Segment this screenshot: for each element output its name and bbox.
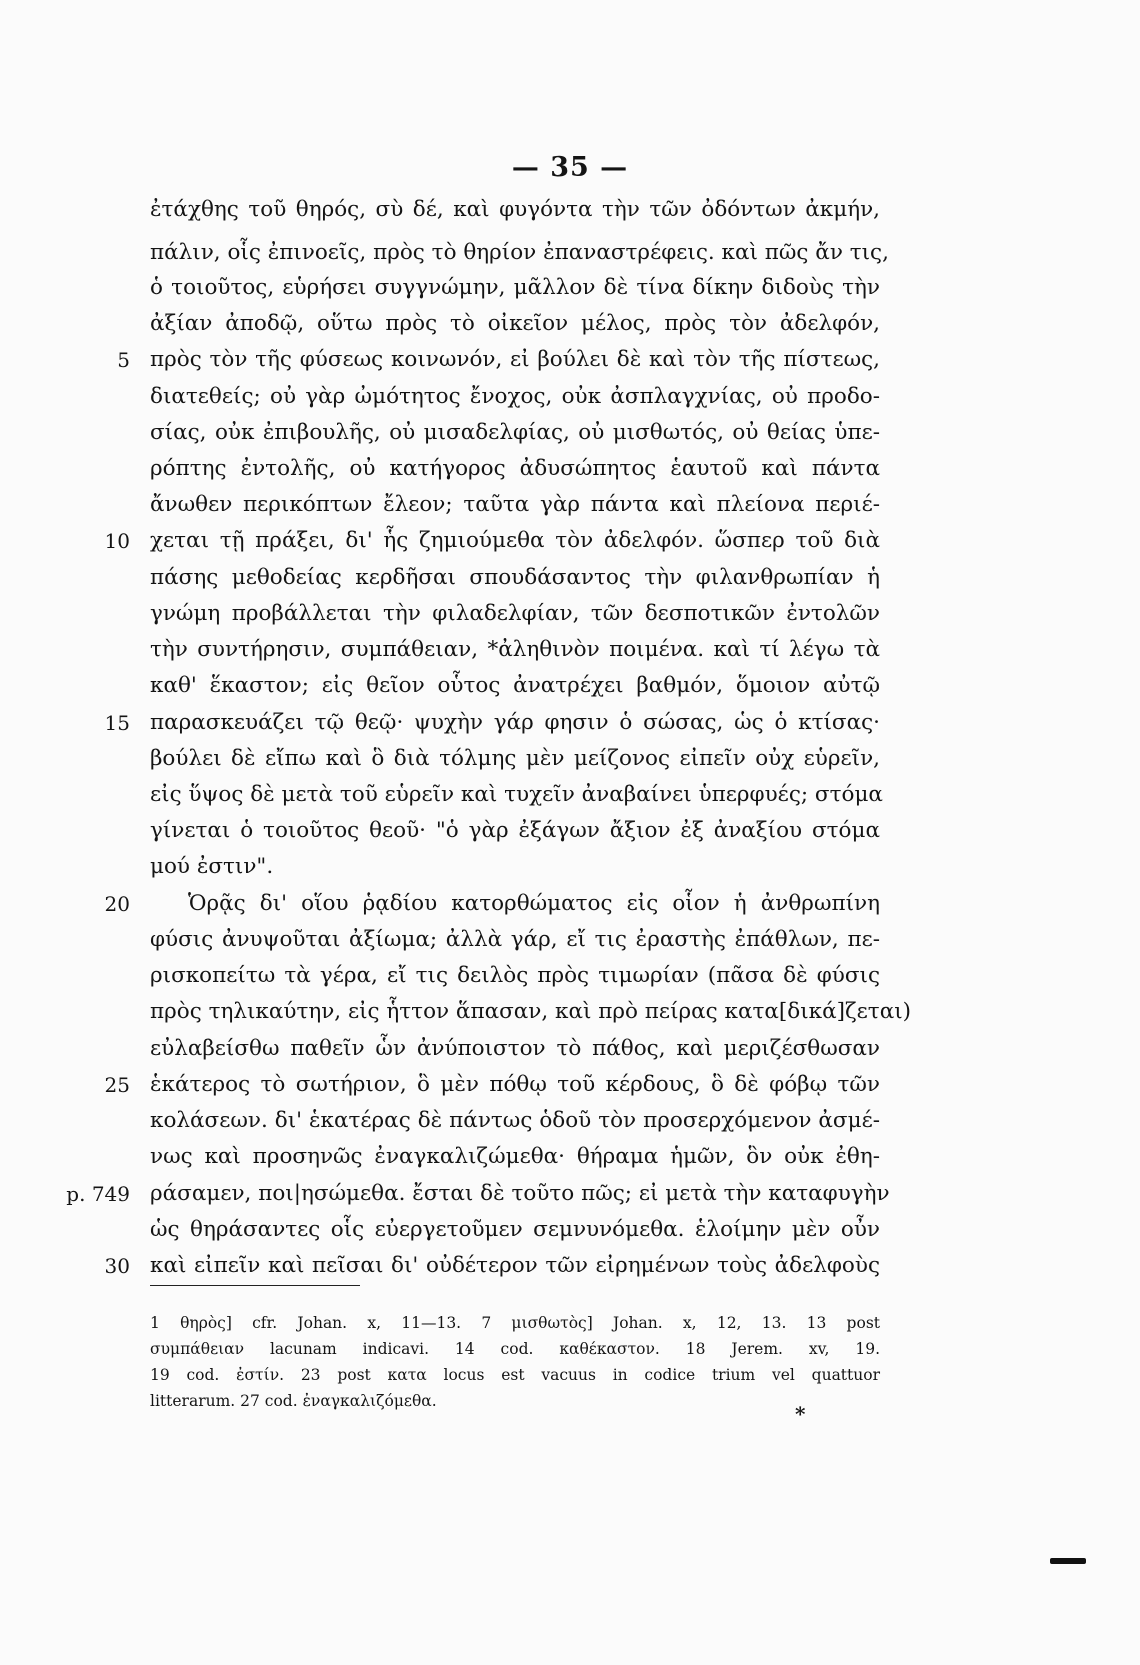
text-line: ὁ τοιοῦτος, εὑρήσει συγγνώμην, μᾶλλον δὲ τίνα δίκην διδοὺς τὴν — [150, 275, 880, 300]
text-line: καὶ εἰπεῖν καὶ πεῖσαι δι' οὐδέτερον τῶν εἰρημένων τοὺς ἀδελφοὺς — [150, 1253, 880, 1278]
text-line: πάσης μεθοδείας κερδῆσαι σπουδάσαντος τὴν φιλανθρωπίαν ἡ — [150, 565, 880, 590]
text-line: χεται τῇ πράξει, δι' ἧς ζημιούμεθα τὸν ἀδελφόν. ὥσπερ τοῦ διὰ — [150, 528, 880, 553]
line-number: 30 — [104, 1254, 130, 1278]
line-number: 10 — [104, 529, 130, 553]
text-line: πρὸς τηλικαύτην, εἰς ἧττον ἅπασαν, καὶ πρὸ πείρας κατα[δικά]ζεται) — [150, 999, 912, 1024]
line-number: 5 — [117, 348, 130, 372]
asterisk-mark: * — [795, 1402, 806, 1426]
line-number: 25 — [104, 1073, 130, 1097]
edition-page-ref: p. 749 — [66, 1182, 130, 1206]
footnote-line: 19 cod. ἐστίν. 23 post κατα locus est vacuus in codice trium vel quattuor — [150, 1366, 880, 1384]
text-line: εἰς ὕψος δὲ μετὰ τοῦ εὑρεῖν καὶ τυχεῖν ἀναβαίνει ὑπερφυές; στόμα — [150, 782, 883, 807]
text-line: ἄνωθεν περικόπτων ἔλεον; ταῦτα γὰρ πάντα καὶ πλείονα περιέ- — [150, 492, 880, 517]
footnote-line: 1 θηρὸς] cfr. Johan. x, 11—13. 7 μισθωτὸς] Johan. x, 12, 13. 13 post — [150, 1314, 880, 1332]
text-line: Ὁρᾷς δι' οἵου ῥᾳδίου κατορθώματος εἰς οἷον ἡ ἀνθρωπίνη — [188, 891, 880, 916]
text-line: πάλιν, οἷς ἐπινοεῖς, πρὸς τὸ θηρίον ἐπαναστρέφεις. καὶ πῶς ἄν τις, — [150, 240, 889, 265]
text-line: ἐτάχθης τοῦ θηρός, σὺ δέ, καὶ φυγόντα τὴν τῶν ὀδόντων ἀκμήν, — [150, 197, 880, 222]
text-line: ὡς θηράσαντες οἷς εὐεργετοῦμεν σεμνυνόμεθα. ἑλοίμην μὲν οὖν — [150, 1217, 880, 1242]
text-line: γνώμη προβάλλεται τὴν φιλαδελφίαν, τῶν δεσποτικῶν ἐντολῶν — [150, 601, 880, 626]
text-line: πρὸς τὸν τῆς φύσεως κοινωνόν, εἰ βούλει δὲ καὶ τὸν τῆς πίστεως, — [150, 347, 880, 372]
text-line: βούλει δὲ εἴπω καὶ ὃ διὰ τόλμης μὲν μείζονος εἰπεῖν οὐχ εὑρεῖν, — [150, 746, 880, 771]
text-line: τὴν συντήρησιν, συμπάθειαν, *ἀληθινὸν ποιμένα. καὶ τί λέγω τὰ — [150, 637, 880, 662]
footnote-line: συμπάθειαν lacunam indicavi. 14 cod. καθέκαστον. 18 Jerem. xv, 19. — [150, 1340, 880, 1358]
text-line: ρισκοπείτω τὰ γέρα, εἴ τις δειλὸς πρὸς τιμωρίαν (πᾶσα δὲ φύσις — [150, 963, 880, 988]
text-line: νως καὶ προσηνῶς ἐναγκαλιζώμεθα· θήραμα ἡμῶν, ὃν οὐκ ἐθη- — [150, 1144, 880, 1169]
page-number: — 35 — — [511, 152, 629, 183]
text-line: γίνεται ὁ τοιοῦτος θεοῦ· "ὁ γὰρ ἐξάγων ἄξιον ἐξ ἀναξίου στόμα — [150, 818, 880, 843]
line-number: 15 — [104, 711, 130, 735]
text-line: φύσις ἀνυψοῦται ἀξίωμα; ἀλλὰ γάρ, εἴ τις ἐραστὴς ἐπάθλων, πε- — [150, 927, 880, 952]
line-number: 20 — [104, 892, 130, 916]
text-line: καθ' ἕκαστον; εἰς θεῖον οὗτος ἀνατρέχει βαθμόν, ὅμοιον αὐτῷ — [150, 673, 880, 698]
text-line: παρασκευάζει τῷ θεῷ· ψυχὴν γάρ φησιν ὁ σώσας, ὡς ὁ κτίσας· — [150, 710, 880, 735]
scan-mark — [1050, 1558, 1086, 1564]
text-line: σίας, οὐκ ἐπιβουλῆς, οὐ μισαδελφίας, οὐ μισθωτός, οὐ θείας ὑπε- — [150, 420, 880, 445]
text-line: ρόπτης ἐντολῆς, οὐ κατήγορος ἀδυσώπητος ἑαυτοῦ καὶ πάντα — [150, 456, 880, 481]
footnote-line: litterarum. 27 cod. ἐναγκαλιζόμεθα. — [150, 1392, 437, 1410]
text-line: ράσαμεν, ποι|ησώμεθα. ἔσται δὲ τοῦτο πῶς; εἰ μετὰ τὴν καταφυγὴν — [150, 1181, 890, 1206]
footnote-rule — [150, 1285, 360, 1286]
text-line: διατεθείς; οὐ γὰρ ὠμότητος ἔνοχος, οὐκ ἀσπλαγχνίας, οὐ προδο- — [150, 384, 880, 409]
text-line: κολάσεων. δι' ἑκατέρας δὲ πάντως ὁδοῦ τὸν προσερχόμενον ἀσμέ- — [150, 1108, 880, 1133]
text-line: ἑκάτερος τὸ σωτήριον, ὃ μὲν πόθῳ τοῦ κέρδους, ὃ δὲ φόβῳ τῶν — [150, 1072, 880, 1097]
text-line: ἀξίαν ἀποδῷ, οὕτω πρὸς τὸ οἰκεῖον μέλος, πρὸς τὸν ἀδελφόν, — [150, 311, 880, 336]
text-line: εὐλαβείσθω παθεῖν ὧν ἀνύποιστον τὸ πάθος, καὶ μεριζέσθωσαν — [150, 1036, 880, 1061]
text-line: μού ἐστιν". — [150, 854, 274, 879]
